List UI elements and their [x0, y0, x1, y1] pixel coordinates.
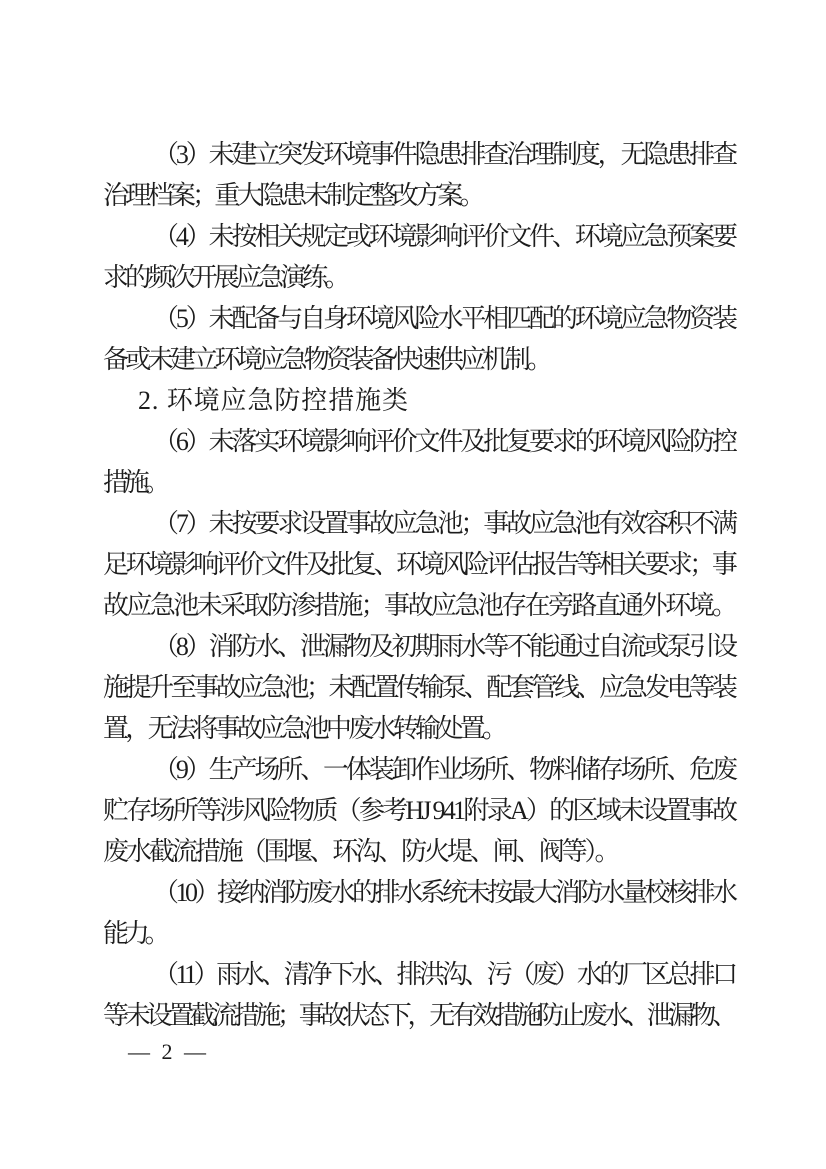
text-line-content: （6）未落实环境影响评价文件及批复要求的环境风险防控: [153, 427, 735, 456]
text-line-content: （8）消防水、泄漏物及初期雨水等不能通过自流或泵引设: [153, 632, 735, 661]
text-line-content: 废水截流措施（围堰、环沟、防火堤、闸、阀等）。: [103, 837, 618, 866]
text-line: [103, 708, 738, 749]
text-line-content: 能力。: [103, 919, 166, 948]
text-line: [103, 503, 738, 544]
text-line-content: 贮存场所等涉风险物质（参考HJ 941附录A）的区域未设置事故: [103, 796, 736, 825]
text-line-content: 置，无法将事故应急池中废水转输处置。: [103, 714, 505, 743]
page-number: — 2 —: [128, 1039, 209, 1064]
text-line: [103, 134, 738, 175]
text-line-content: （7）未按要求设置事故应急池；事故应急池有效容积不满: [153, 509, 735, 538]
text-line: [103, 462, 738, 503]
text-line-content: 备或未建立环境应急物资装备快速供应机制。: [103, 345, 550, 374]
text-line: [103, 175, 738, 216]
text-line: [103, 749, 738, 790]
text-line: [103, 544, 738, 585]
text-line: [103, 298, 738, 339]
text-line-content: 治理档案；重大隐患未制定整改方案。: [103, 181, 482, 210]
text-line-content: （5）未配备与自身环境风险水平相匹配的环境应急物资装: [153, 304, 735, 333]
text-line-content: 措施。: [103, 468, 166, 497]
text-line: [103, 831, 738, 872]
text-line-content: 故应急池未采取防渗措施；事故应急池存在旁路直通外环境。: [103, 591, 736, 620]
text-line-content: （3）未建立突发环境事件隐患排查治理制度，无隐患排查: [153, 140, 735, 169]
text-line: [103, 585, 738, 626]
text-line: [103, 954, 738, 995]
text-line: [103, 339, 738, 380]
text-line: [103, 872, 738, 913]
text-line: [103, 216, 738, 257]
text-line-content: 足环境影响评价文件及批复、环境风险评估报告等相关要求；事: [103, 550, 735, 579]
document-body: [103, 134, 738, 1036]
text-line-content: 2. 环境应急防控措施类: [138, 386, 409, 415]
text-line: [103, 995, 738, 1036]
text-line-content: （10）接纳消防废水的排水系统未按最大消防水量校核排水: [153, 878, 735, 907]
text-line-content: （11）雨水、清净下水、排洪沟、污（废）水的厂区总排口: [153, 960, 735, 989]
text-line: [103, 790, 738, 831]
text-line-content: （9）生产场所、一体装卸作业场所、物料储存场所、危废: [153, 755, 735, 784]
text-line: [103, 667, 738, 708]
text-line-content: （4）未按相关规定或环境影响评价文件、环境应急预案要: [153, 222, 735, 251]
text-line: [103, 257, 738, 298]
text-line: [103, 913, 738, 954]
text-line-content: 施提升至事故应急池；未配置传输泵、配套管线、应急发电等装: [103, 673, 735, 702]
text-line: [103, 421, 738, 462]
text-line: [103, 626, 738, 667]
text-line-content: 求的频次开展应急演练。: [103, 263, 347, 292]
text-line-content: 等未设置截流措施；事故状态下，无有效措施防止废水、泄漏物、: [103, 1001, 734, 1030]
text-line: [103, 380, 738, 421]
